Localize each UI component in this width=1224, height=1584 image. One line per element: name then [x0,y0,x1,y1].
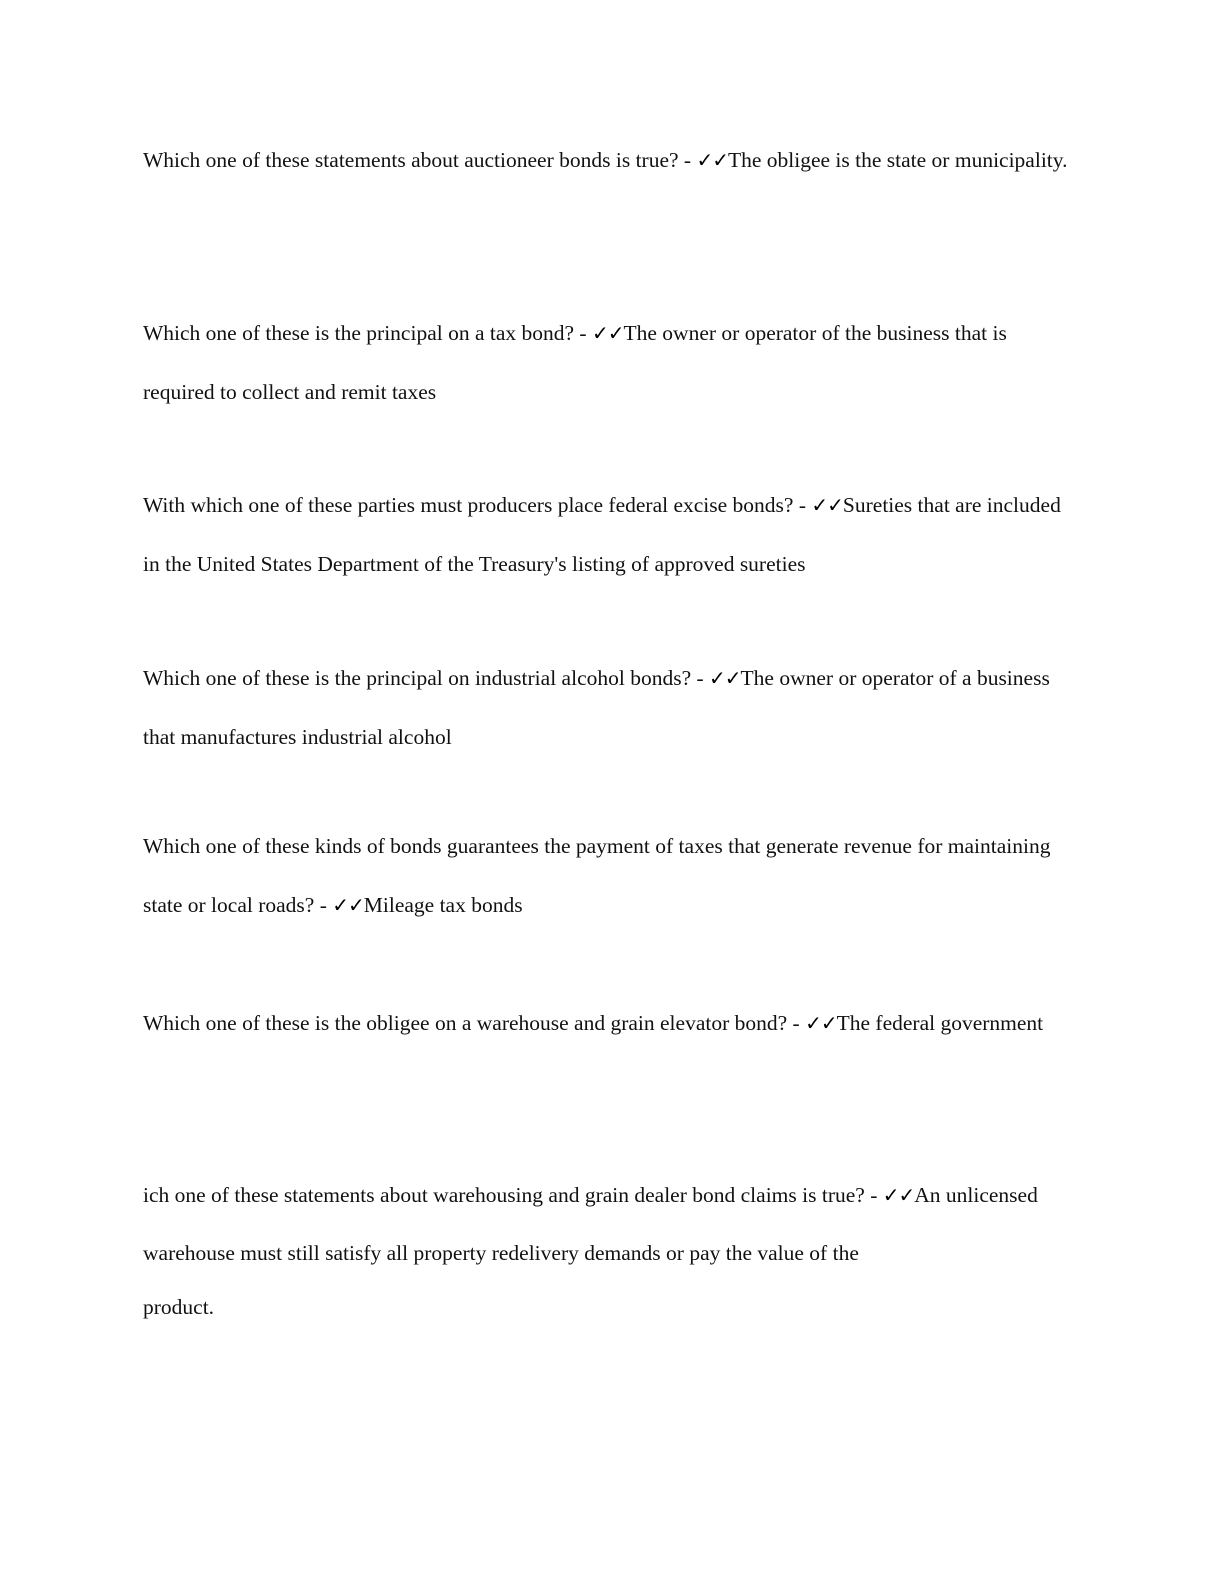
question-text: Which one of these is the principal on a tax bond? - [143,321,592,345]
answer-text: The federal government [836,1011,1044,1035]
double-check-icon: ✓✓ [696,148,728,172]
double-check-icon: ✓✓ [591,321,624,345]
question-text: ich one of these statements about warehousing and grain dealer bond claims is true? - [143,1183,883,1207]
double-check-icon: ✓✓ [882,1183,915,1207]
qa-entry [143,817,1073,935]
question-text: Which one of these is the principal on industrial alcohol bonds? - [143,666,710,690]
answer-text: An unlicensed warehouse must still satisfy all property redelivery demands or pay the value of the [143,1183,1038,1265]
answer-text: Mileage tax bonds [363,893,523,917]
double-check-icon: ✓✓ [811,493,843,517]
question-text: Which one of these kinds of bonds guarantees the payment of taxes that generate revenue for maintaining state or local roads? - [143,834,1051,917]
double-check-icon: ✓✓ [332,893,364,917]
answer-text: Sureties that are included in the United States Department of the Treasury's listing of approved sureties [143,493,1061,576]
qa-entry [143,649,1073,767]
answer-text-continued: product. [143,1295,215,1319]
answer-text: The owner or operator of a business that manufactures industrial alcohol [143,666,1050,749]
answer-text: The obligee is the state or municipality. [727,148,1068,172]
qa-entry [143,304,1073,422]
answer-text: The owner or operator of the business that is required to collect and remit taxes [143,321,1007,404]
double-check-icon: ✓✓ [805,1011,837,1035]
question-text: With which one of these parties must producers place federal excise bonds? - [143,493,812,517]
qa-entry [143,994,1073,1053]
double-check-icon: ✓✓ [709,666,741,690]
qa-entry [143,131,1073,190]
question-text: Which one of these statements about auctioneer bonds is true? - [143,148,697,172]
question-text: Which one of these is the obligee on a warehouse and grain elevator bond? - [143,1011,806,1035]
qa-entry [143,1166,1073,1336]
qa-entry [143,476,1073,594]
